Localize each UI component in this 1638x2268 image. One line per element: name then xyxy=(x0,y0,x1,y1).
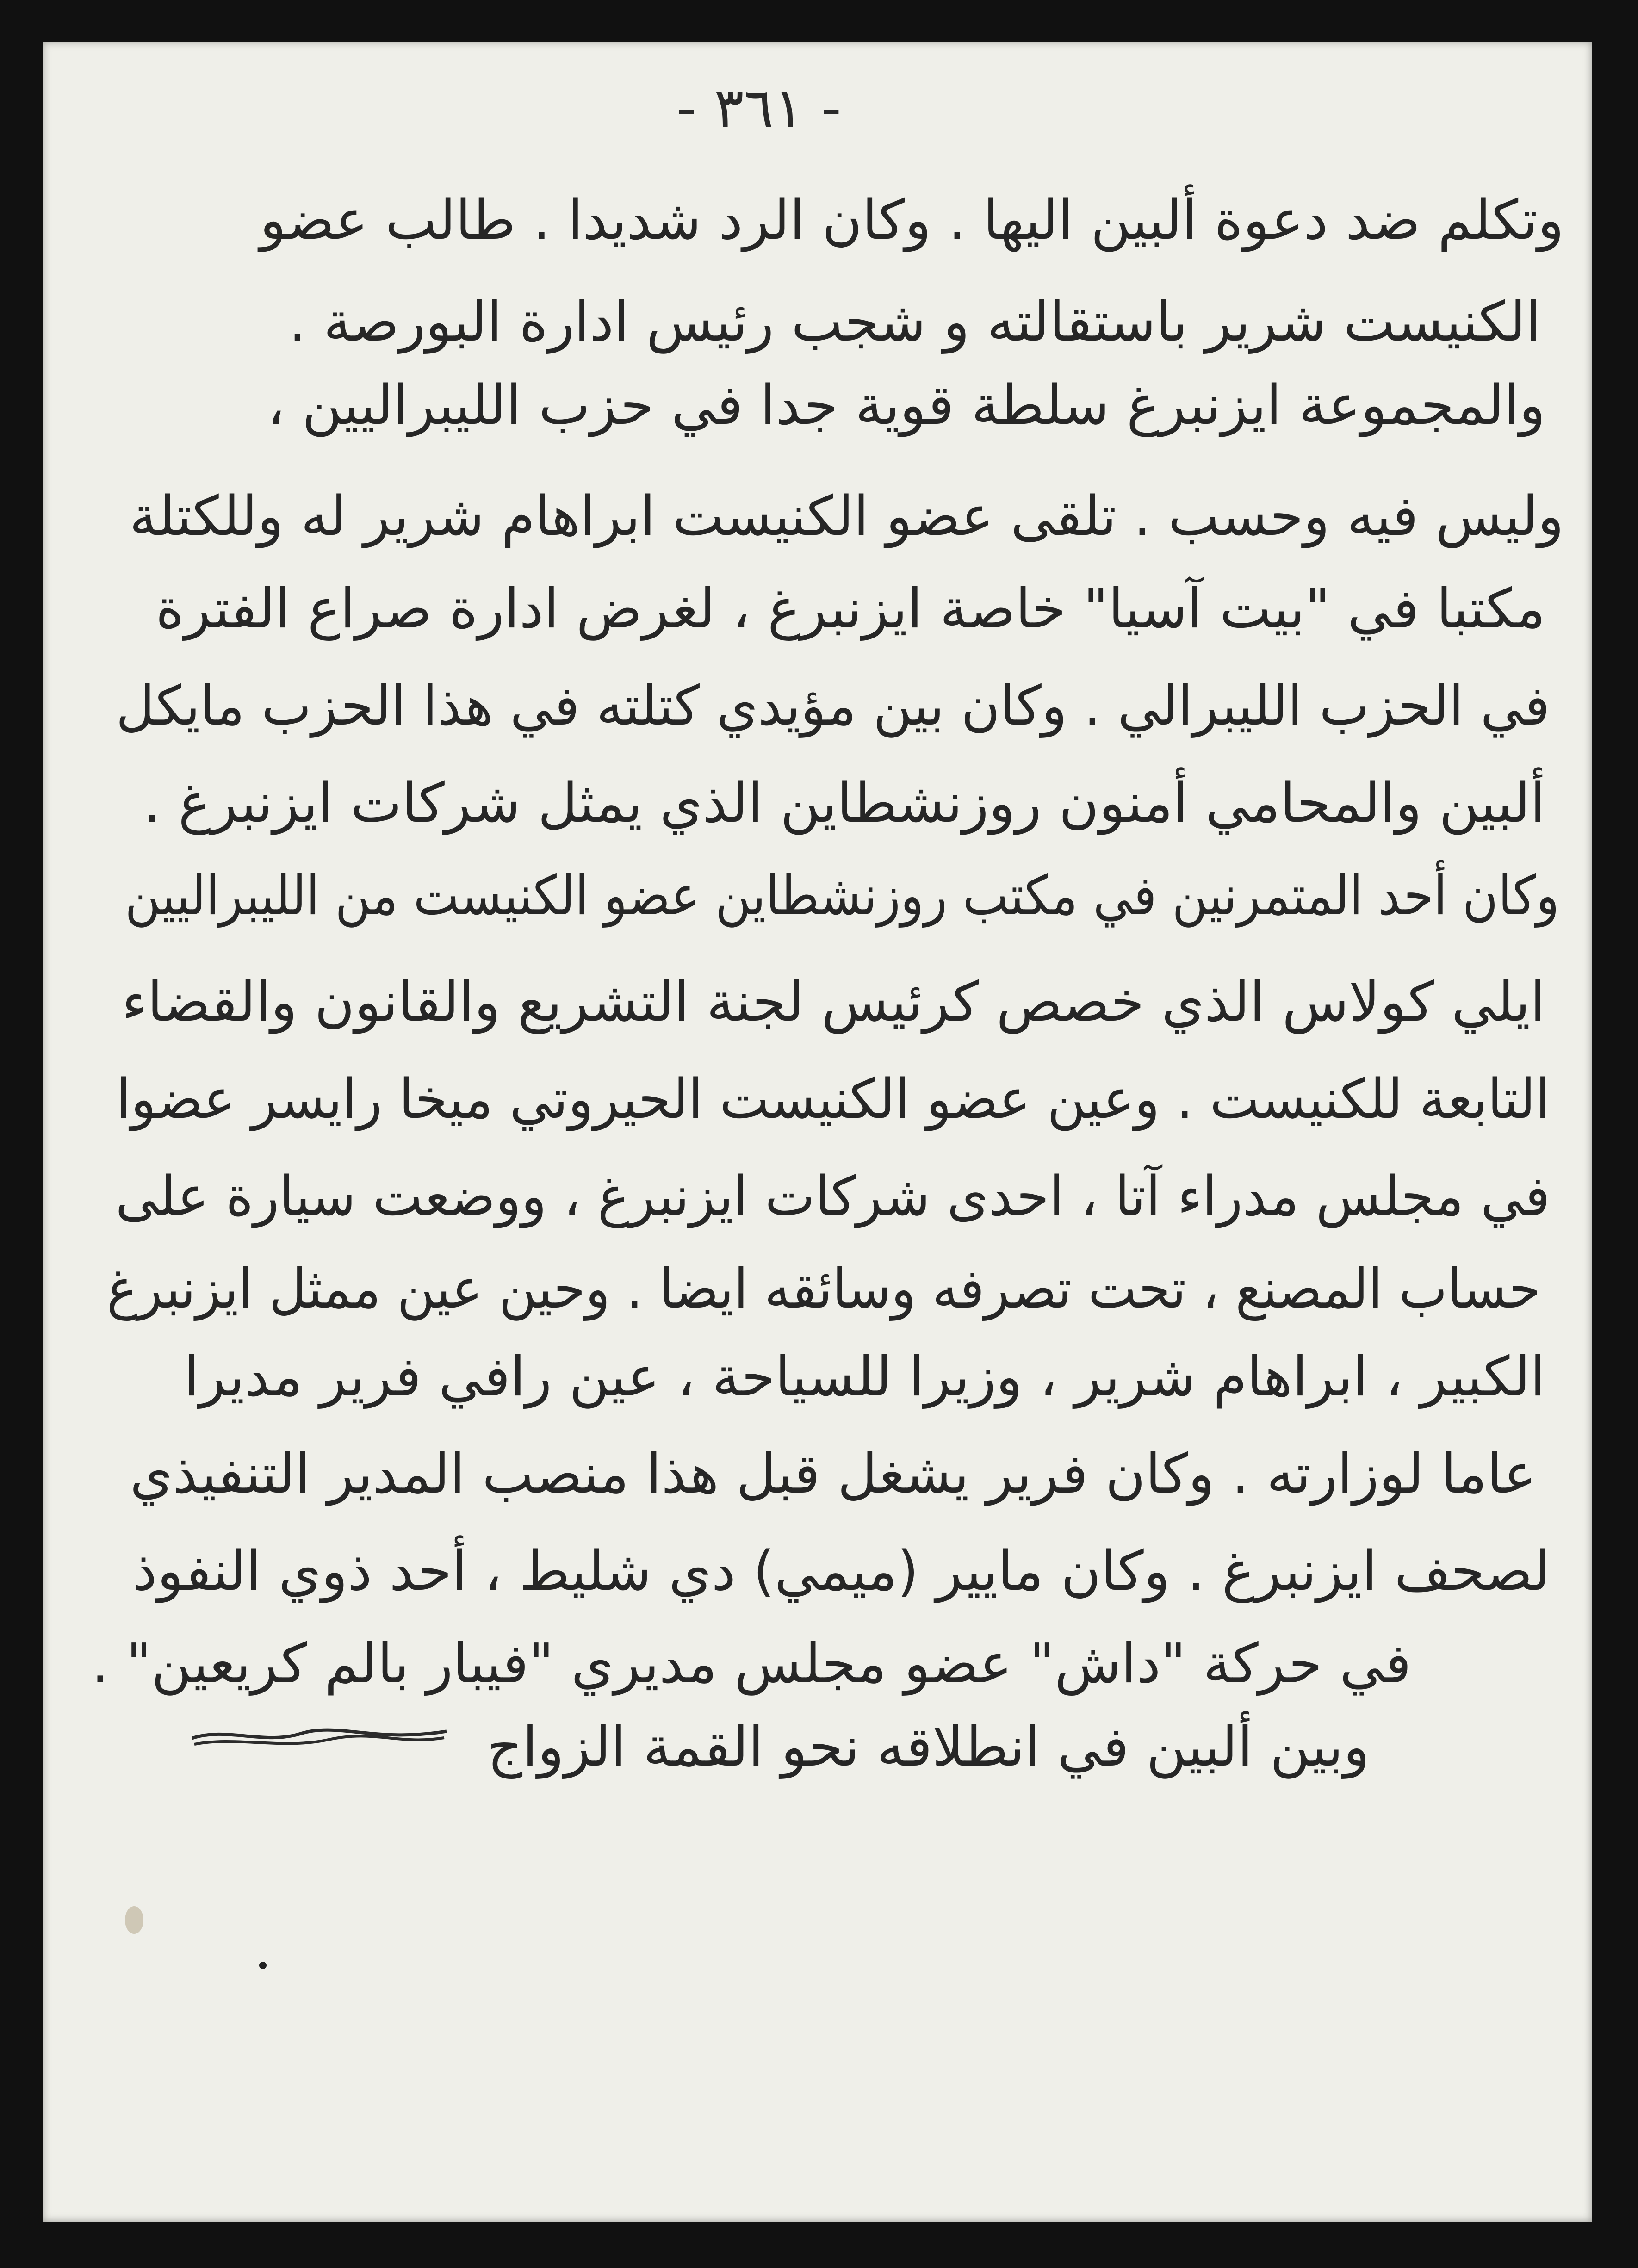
text-line: وبين ألبين في انطلاقه نحو القمة الزواج xyxy=(487,1715,1370,1778)
text-line: وليس فيه وحسب . تلقى عضو الكنيست ابراهام شرير له وللكتلة xyxy=(129,484,1564,548)
text-line: والمجموعة ايزنبرغ سلطة قوية جدا في حزب الليبراليين ، xyxy=(267,373,1545,437)
ink-dot xyxy=(259,1962,267,1969)
text-line: وتكلم ضد دعوة ألبين اليها . وكان الرد شديدا . طالب عضو xyxy=(260,188,1564,252)
text-line: ايلي كولاس الذي خصص كرئيس لجنة التشريع والقانون والقضاء xyxy=(122,970,1545,1034)
text-line: الكبير ، ابراهام شرير ، وزيرا للسياحة ، عين رافي فرير مديرا xyxy=(184,1345,1545,1408)
text-line: ألبين والمحامي أمنون روزنشطاين الذي يمثل شركات ايزنبرغ . xyxy=(143,771,1545,835)
text-line: مكتبا في "بيت آسيا" خاصة ايزنبرغ ، لغرض ادارة صراع الفترة xyxy=(155,576,1545,640)
text-line: الكنيست شرير باستقالته و شجب رئيس ادارة البورصة . xyxy=(289,290,1541,353)
text-line: عاما لوزارته . وكان فرير يشغل قبل هذا منصب المدير التنفيذي xyxy=(130,1442,1536,1506)
page-number: - ٣٦١ - xyxy=(676,76,842,141)
text-line: لصحف ايزنبرغ . وكان مايير (ميمي) دي شليط ، أحد ذوي النفوذ xyxy=(133,1539,1550,1603)
text-line: وكان أحد المتمرنين في مكتب روزنشطاين عضو الكنيست من الليبراليين xyxy=(124,863,1559,927)
text-line: حساب المصنع ، تحت تصرفه وسائقه ايضا . وحين عين ممثل ايزنبرغ xyxy=(107,1257,1541,1320)
text-line: في مجلس مدراء آتا ، احدى شركات ايزنبرغ ، ووضعت سيارة على xyxy=(115,1164,1550,1228)
paper-stain xyxy=(125,1906,143,1934)
text-line: في الحزب الليبرالي . وكان بين مؤيدي كتلته في هذا الحزب مايكل xyxy=(116,674,1550,737)
text-line: التابعة للكنيست . وعين عضو الكنيست الحيروتي ميخا رايسر عضوا xyxy=(116,1067,1550,1131)
crossed-out-word xyxy=(190,1717,449,1754)
text-line: في حركة "داش" عضو مجلس مديري "فيبار بالم كريعين" . xyxy=(91,1631,1411,1695)
